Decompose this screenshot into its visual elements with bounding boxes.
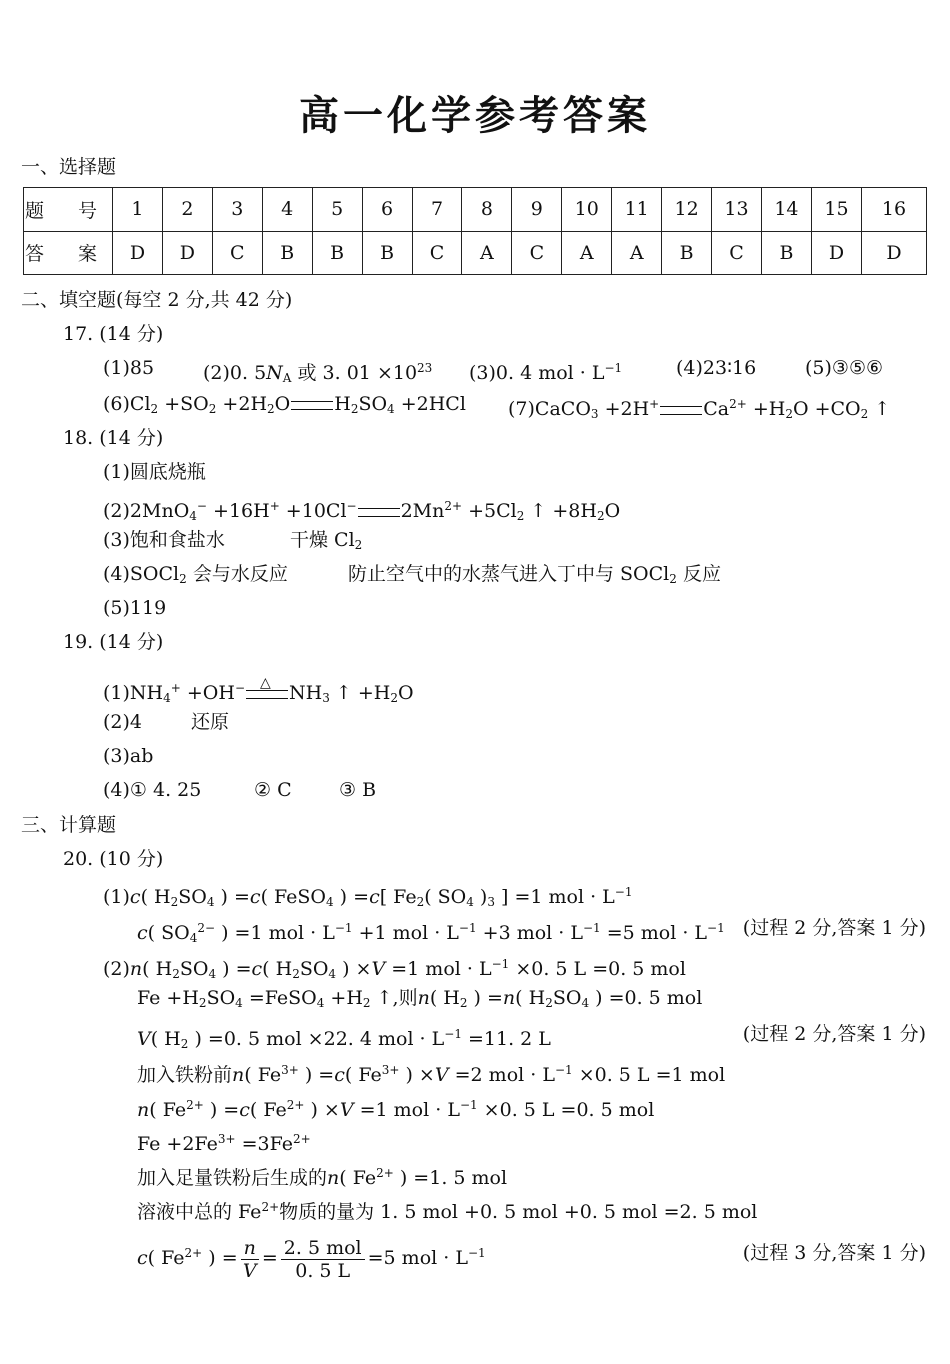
table-cell: A: [462, 231, 512, 275]
fraction-numerator: 2. 5 mol: [281, 1237, 365, 1260]
table-cell: B: [362, 231, 412, 275]
q17-part1: (1)85: [103, 357, 155, 379]
table-cell: C: [212, 231, 262, 275]
q20-line1: (1)c( $H_2SO_4$ ) =c( FeSO$_4$ ) =c[ $Fe_2$( $SO_4$ )$_3$ ] =1 mol · $L^{-1}$: [103, 885, 633, 909]
q20-score-note-3: (过程 3 分,答案 1 分): [742, 1242, 926, 1264]
table-cell: 1: [113, 188, 163, 232]
q20-line6: 加入铁粉前n( $Fe^{3+}$ ) =c( $Fe^{3+}$ ) ×V =2 mol · $L^{-1} \times 0$. 5 L =1 mol: [137, 1063, 726, 1086]
q20-final-result: =5 mol · L: [367, 1247, 468, 1269]
q20-heading: 20. (10 分): [63, 848, 164, 870]
q20-line2: c( $SO_4^{2-}$ ) =1 mol · $L^{-1} +1$ mol · $L^{-1} +3$ mol · $L^{-1} =5$ mol · $L^{-1}$: [137, 921, 725, 945]
q18-line2-label: (2): [103, 500, 130, 522]
table-cell: 15: [811, 188, 861, 232]
q18-line5: (5)119: [103, 597, 167, 619]
q20-line7: n( $Fe^{2+}$ ) =c( $Fe^{2+}$ ) ×V =1 mol · $L^{-1} \times 0$. 5 L =0. 5 mol: [137, 1098, 655, 1121]
page-title: 高一化学参考答案: [299, 93, 651, 139]
q20-line9: 加入足量铁粉后生成的n( $Fe^{2+}$ ) =1. 5 mol: [137, 1166, 508, 1189]
q20-score-note-1: (过程 2 分,答案 1 分): [742, 917, 926, 939]
table-cell: 5: [312, 188, 362, 232]
q20-total-label: 溶液中总的 Fe: [137, 1201, 262, 1223]
fraction-n-over-v: $\frac{n}{V}$: [241, 1237, 259, 1282]
table-cell: 16: [862, 188, 927, 232]
q18-line2: (2)2MnO$_4$− +16H+ +10Cl− $2Mn^{2+} +5Cl_2$ ↑ $+8H_2O$: [103, 499, 621, 523]
q18-line4-c-text: 防止空气中的水蒸气进入丁中与 SOCl: [348, 563, 670, 585]
q18-line1: (1)圆底烧瓶: [103, 461, 206, 483]
q18-line3-b-text: 干燥 Cl: [290, 529, 355, 551]
fraction-value: [281, 1237, 365, 1282]
q19-line4-c: ③ B: [339, 779, 377, 801]
table-cell: 3: [212, 188, 262, 232]
q20-line10: 溶液中总的 $Fe^{2+}$物质的量为 1. 5 mol +0. 5 mol +0. 5 mol =2. 5 mol: [137, 1200, 758, 1223]
q18-line4-a: (4)SOCl$_2$ 会与水反应: [103, 563, 288, 586]
table-cell: C: [512, 231, 562, 275]
q17-part4: (4)23∶16: [676, 357, 757, 379]
table-row-numbers: [24, 188, 927, 232]
table-cell: D: [162, 231, 212, 275]
q19-heading: 19. (14 分): [63, 631, 164, 653]
answer-table: [23, 187, 927, 275]
q19-line2-a: (2)4: [103, 711, 143, 733]
table-cell: 6: [362, 188, 412, 232]
q20-line8: $Fe +2Fe^{3+} =3Fe^{2+}$: [137, 1132, 311, 1155]
table-cell: B: [262, 231, 312, 275]
table-row-label: 答 案: [24, 231, 113, 275]
q20-line3: (2)n( $H_2SO_4$ ) =c( $H_2SO_4$ ) ×V =1 mol · $L^{-1} \times 0$. 5 L =0. 5 mol: [103, 957, 686, 981]
table-cell: 9: [512, 188, 562, 232]
table-cell: B: [312, 231, 362, 275]
table-cell: 4: [262, 188, 312, 232]
table-cell: 11: [612, 188, 662, 232]
table-cell: 12: [662, 188, 712, 232]
q17-part7-label: (7): [508, 398, 535, 420]
q17-part2-b: 或 3. 01 ×10: [297, 362, 418, 384]
q20-line5: V( $H_2$ ) =0. 5 mol ×22. 4 mol · $L^{-1} =11$. 2 L: [137, 1027, 551, 1051]
q18-line4-d-text: 反应: [682, 563, 721, 585]
table-cell: D: [862, 231, 927, 275]
table-cell: B: [761, 231, 811, 275]
table-row-label: 题 号: [24, 188, 113, 232]
q18-line4-b-text: 会与水反应: [192, 563, 288, 585]
table-cell: 2: [162, 188, 212, 232]
q17-part3-text: (3)0. 4 mol · L: [469, 362, 605, 384]
section1-heading: 一、选择题: [21, 156, 117, 178]
q17-part7: (7)CaCO$_3$ +2H+ $Ca^{2+} +H_2O +CO_2$ ↑: [508, 397, 891, 421]
table-cell: C: [412, 231, 462, 275]
q17-part3: [469, 356, 622, 385]
q17-part2-exp: 23: [417, 361, 433, 375]
section2-heading: 二、填空题(每空 2 分,共 42 分): [21, 289, 293, 311]
q17-heading: 17. (14 分): [63, 323, 164, 345]
q17-part6: $(6)Cl_2 +SO_2 +2H_2O$ $H_2SO_4 +2HCl$: [103, 393, 466, 416]
q18-heading: 18. (14 分): [63, 427, 164, 449]
section3-heading: 三、计算题: [21, 814, 117, 836]
table-cell: D: [113, 231, 163, 275]
q20-line11: c( $Fe^{2+}$ ) = $\frac{n}{V}$ = $\frac{\text{2. 5 mol}}{0. 5 L}$ =5 mol · $L^{-1}$: [137, 1236, 486, 1282]
q19-line1: $(1)NH_4^+ +OH^-$ △ $NH_3$ ↑ $+H_2O$: [103, 674, 414, 705]
q19-line3: (3)ab: [103, 745, 154, 767]
q20-before-label: 加入铁粉前: [137, 1064, 233, 1086]
q19-line2-b: 还原: [191, 711, 230, 733]
table-cell: C: [712, 231, 762, 275]
q20-line4: $Fe +H_2SO_4$ =FeSO$_4$ $+H_2$ ↑,则n( $H_2$ ) =n( $H_2SO_4$ ) =0. 5 mol: [137, 987, 703, 1010]
q17-part2-a: (2)0. 5: [203, 362, 267, 384]
q17-part2: (2)0. $5N_A$ 或 3. $01 \times 10^{23}$: [203, 361, 433, 385]
table-cell: A: [562, 231, 612, 275]
q20-then: ,则: [392, 987, 418, 1009]
q20-total-text: 物质的量为 1. 5 mol +0. 5 mol +0. 5 mol =2. 5 mol: [279, 1201, 758, 1223]
q18-line3-a: (3)饱和食盐水: [103, 529, 225, 551]
q17-part3-exp: −1: [604, 361, 623, 375]
table-cell: 13: [712, 188, 762, 232]
q19-line1-label: (1): [103, 682, 130, 704]
table-cell: 8: [462, 188, 512, 232]
table-cell: B: [662, 231, 712, 275]
q18-line4-c: 防止空气中的水蒸气进入丁中与 SOCl$_2$ 反应: [348, 563, 721, 586]
table-row-answers: [24, 231, 927, 275]
q18-line4-a-text: (4)SOCl: [103, 563, 180, 585]
table-cell: A: [612, 231, 662, 275]
q19-line4-b: ② C: [254, 779, 292, 801]
table-cell: 10: [562, 188, 612, 232]
q20-score-note-2: (过程 2 分,答案 1 分): [742, 1023, 926, 1045]
q20-after-label: 加入足量铁粉后生成的: [137, 1167, 328, 1189]
table-cell: D: [811, 231, 861, 275]
q17-part5: (5)③⑤⑥: [805, 357, 884, 379]
fraction-denominator: 0. 5 L: [295, 1259, 351, 1282]
q18-line3-b: 干燥 $Cl_2$: [290, 529, 363, 552]
heat-condition: △: [246, 690, 288, 699]
q17-part6-label: (6): [103, 393, 130, 415]
table-cell: 7: [412, 188, 462, 232]
table-cell: 14: [761, 188, 811, 232]
q19-line4-a: (4)① 4. 25: [103, 779, 202, 801]
